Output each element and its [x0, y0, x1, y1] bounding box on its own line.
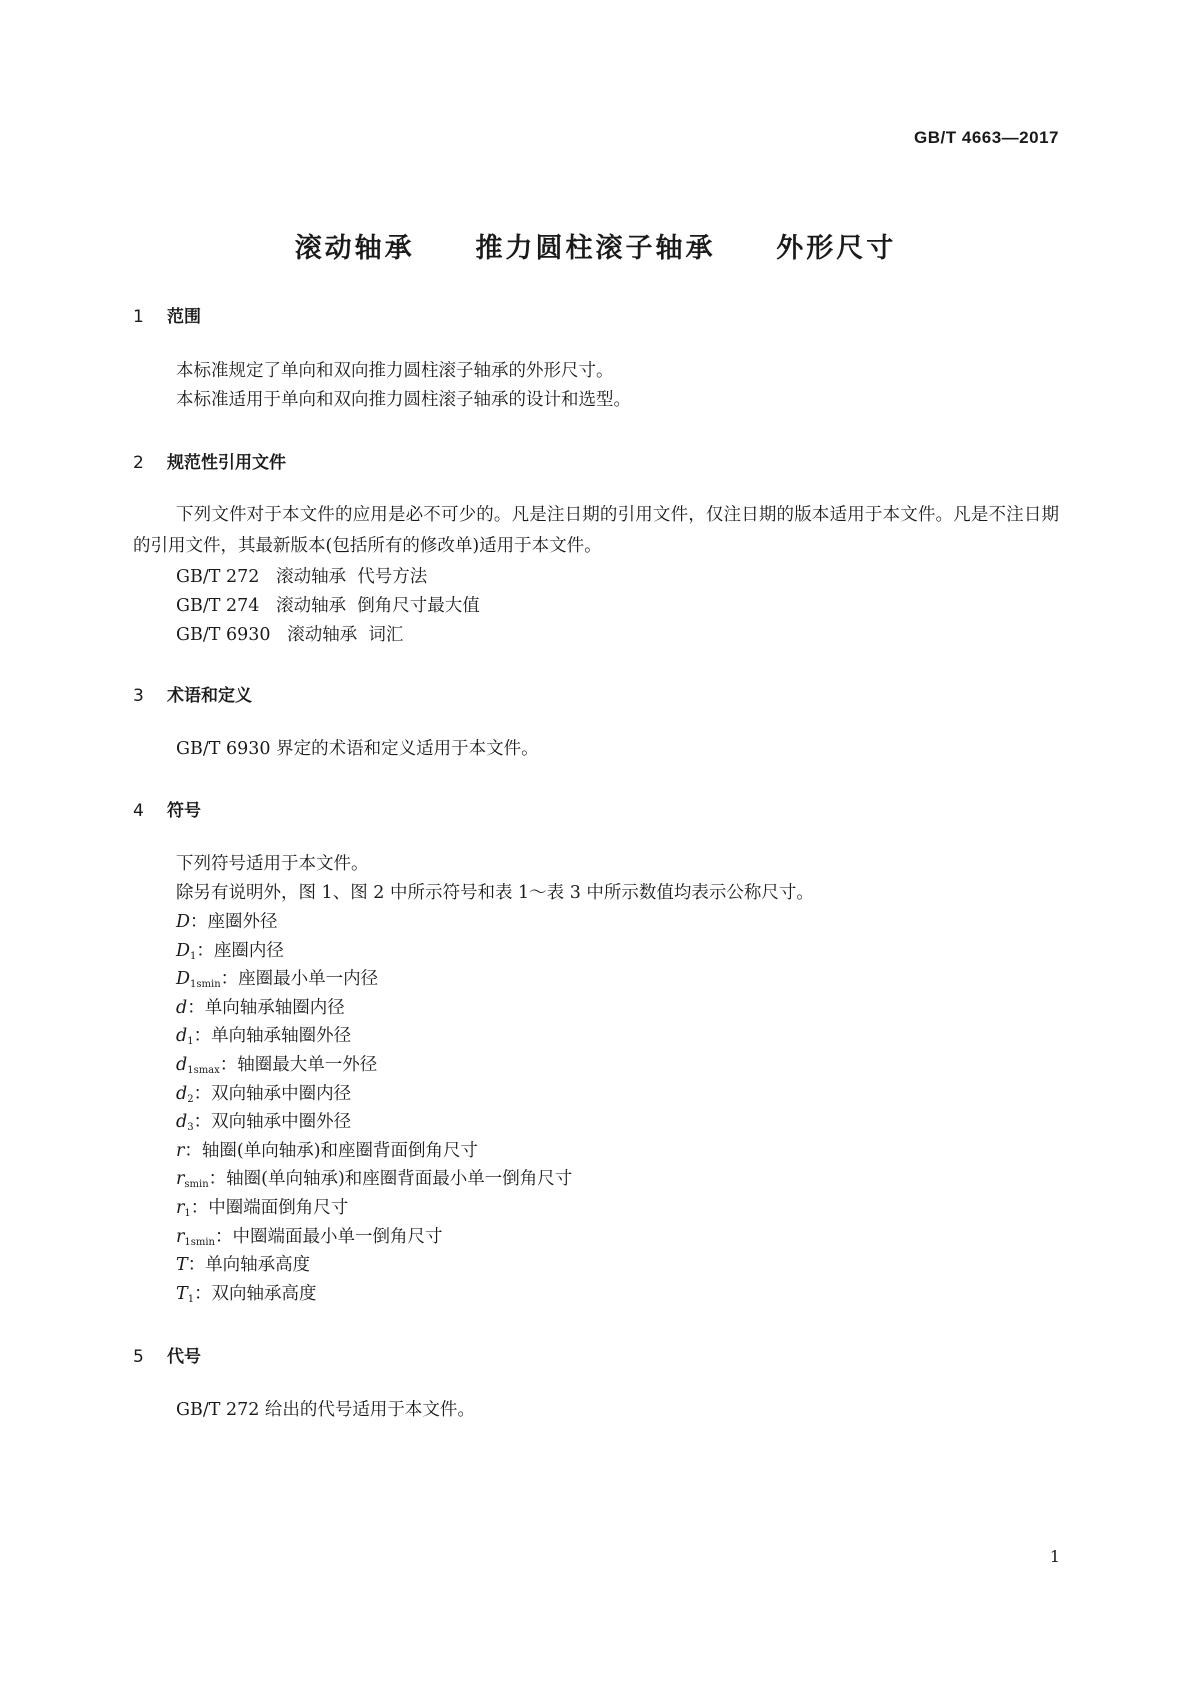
symbol-subscript: 1smin: [190, 979, 221, 991]
symbol-description: ：座圈最小单一内径: [220, 969, 379, 990]
symbol-subscript: 1smin: [184, 1236, 215, 1248]
symbol-letter: r: [176, 1169, 185, 1190]
symbol-description: ：单向轴承轴圈内径: [187, 997, 345, 1018]
reference-code: GB/T 274: [176, 596, 260, 616]
symbol-item: [176, 1022, 351, 1047]
symbol-item: [176, 937, 284, 962]
section-heading-3: [133, 681, 252, 706]
document-title: 滚动轴承 推力圆柱滚子轴承 外形尺寸: [294, 233, 897, 264]
symbol-letter: d: [176, 1112, 188, 1133]
normative-intro: 下列文件对于本文件的应用是必不可少的。凡是注日期的引用文件，仅注日期的版本适用于本文件。凡是不注日期的引用文件，其最新版本(包括所有的修改单)适用于本文件。: [133, 505, 1059, 556]
reference-item: [176, 592, 480, 617]
symbol-item: [176, 994, 345, 1019]
reference-title: 滚动轴承 倒角尺寸最大值: [276, 596, 480, 616]
reference-code: GB/T 272: [176, 567, 260, 587]
symbol-item: [176, 1165, 572, 1190]
symbol-description: ：轴圈(单向轴承)和座圈背面倒角尺寸: [184, 1140, 479, 1161]
section-number: 4: [133, 801, 144, 821]
symbol-item: [176, 1108, 351, 1133]
symbol-description: ：双向轴承高度: [194, 1283, 317, 1304]
symbol-description: ：中圈端面最小单一倒角尺寸: [215, 1226, 443, 1247]
symbol-item: [176, 908, 278, 933]
terms-paragraph: GB/T 6930 界定的术语和定义适用于本文件。: [176, 739, 539, 759]
reference-code: GB/T 6930: [176, 625, 271, 645]
scope-paragraph-1: 本标准规定了单向和双向推力圆柱滚子轴承的外形尺寸。: [176, 361, 614, 381]
symbol-description: ：轴圈(单向轴承)和座圈背面最小单一倒角尺寸: [208, 1169, 573, 1190]
symbol-letter: d: [176, 1026, 188, 1047]
symbol-letter: r: [176, 1198, 185, 1218]
symbol-description: ：中圈端面倒角尺寸: [190, 1198, 349, 1218]
scope-paragraph-2: 本标准适用于单向和双向推力圆柱滚子轴承的设计和选型。: [176, 390, 631, 410]
reference-title: 滚动轴承 代号方法: [276, 567, 428, 587]
symbols-paragraph-2: 除另有说明外，图 1、图 2 中所示符号和表 1～表 3 中所示数值均表示公称尺寸。: [176, 883, 814, 903]
symbol-item: [176, 1280, 317, 1305]
symbol-description: ：单向轴承高度: [187, 1255, 311, 1276]
symbol-letter: D: [176, 940, 191, 961]
symbol-item: [176, 1223, 443, 1248]
symbol-subscript: 1: [184, 1208, 191, 1219]
symbol-subscript: smin: [184, 1179, 209, 1191]
page-number: 1: [1049, 1547, 1060, 1566]
symbol-description: ：座圈内径: [196, 940, 284, 961]
symbol-item: [176, 1251, 310, 1276]
symbol-description: ：单向轴承轴圈外径: [193, 1026, 352, 1047]
symbol-letter: d: [176, 997, 188, 1018]
symbol-description: ：双向轴承中圈外径: [193, 1112, 352, 1133]
symbol-subscript: 3: [187, 1122, 194, 1134]
symbol-letter: d: [176, 1083, 188, 1104]
section-title: 术语和定义: [167, 686, 252, 706]
section-title: 范围: [167, 307, 201, 327]
section-number: 3: [133, 686, 144, 706]
symbol-item: [176, 965, 378, 990]
section-number: 1: [133, 307, 144, 327]
section-heading-4: [133, 796, 201, 821]
symbol-subscript: 1: [187, 1293, 195, 1305]
section-heading-2: [133, 448, 286, 473]
symbol-letter: T: [176, 1283, 188, 1304]
symbol-item: [176, 1051, 377, 1076]
reference-title: 滚动轴承 词汇: [287, 625, 404, 645]
symbol-item: [176, 1194, 348, 1219]
reference-item: [176, 563, 427, 588]
symbol-item: [176, 1137, 478, 1162]
symbol-subscript: 2: [187, 1093, 194, 1105]
symbol-letter: r: [176, 1140, 185, 1161]
symbol-letter: r: [176, 1226, 185, 1247]
symbol-description: ：双向轴承中圈内径: [193, 1083, 352, 1104]
symbol-description: ：轴圈最大单一外径: [219, 1055, 378, 1075]
codes-paragraph: GB/T 272 给出的代号适用于本文件。: [176, 1400, 475, 1420]
section-number: 5: [133, 1347, 144, 1367]
symbol-subscript: 1smax: [187, 1065, 220, 1076]
symbol-letter: d: [176, 1055, 188, 1075]
symbol-letter: T: [176, 1255, 188, 1276]
symbol-letter: D: [176, 969, 191, 990]
reference-item: [176, 621, 403, 646]
section-heading-5: [133, 1342, 201, 1367]
symbol-letter: D: [176, 912, 191, 932]
symbol-subscript: 1: [190, 950, 197, 962]
standard-code: GB/T 4663—2017: [914, 128, 1059, 147]
section-number: 2: [133, 453, 144, 473]
symbol-subscript: 1: [187, 1036, 194, 1048]
section-title: 代号: [167, 1347, 201, 1367]
section-title: 规范性引用文件: [167, 453, 286, 473]
section-heading-1: [133, 302, 201, 327]
symbol-item: [176, 1080, 351, 1105]
section-title: 符号: [167, 801, 201, 821]
symbols-paragraph-1: 下列符号适用于本文件。: [176, 854, 369, 874]
symbol-description: ：座圈外径: [190, 912, 278, 932]
